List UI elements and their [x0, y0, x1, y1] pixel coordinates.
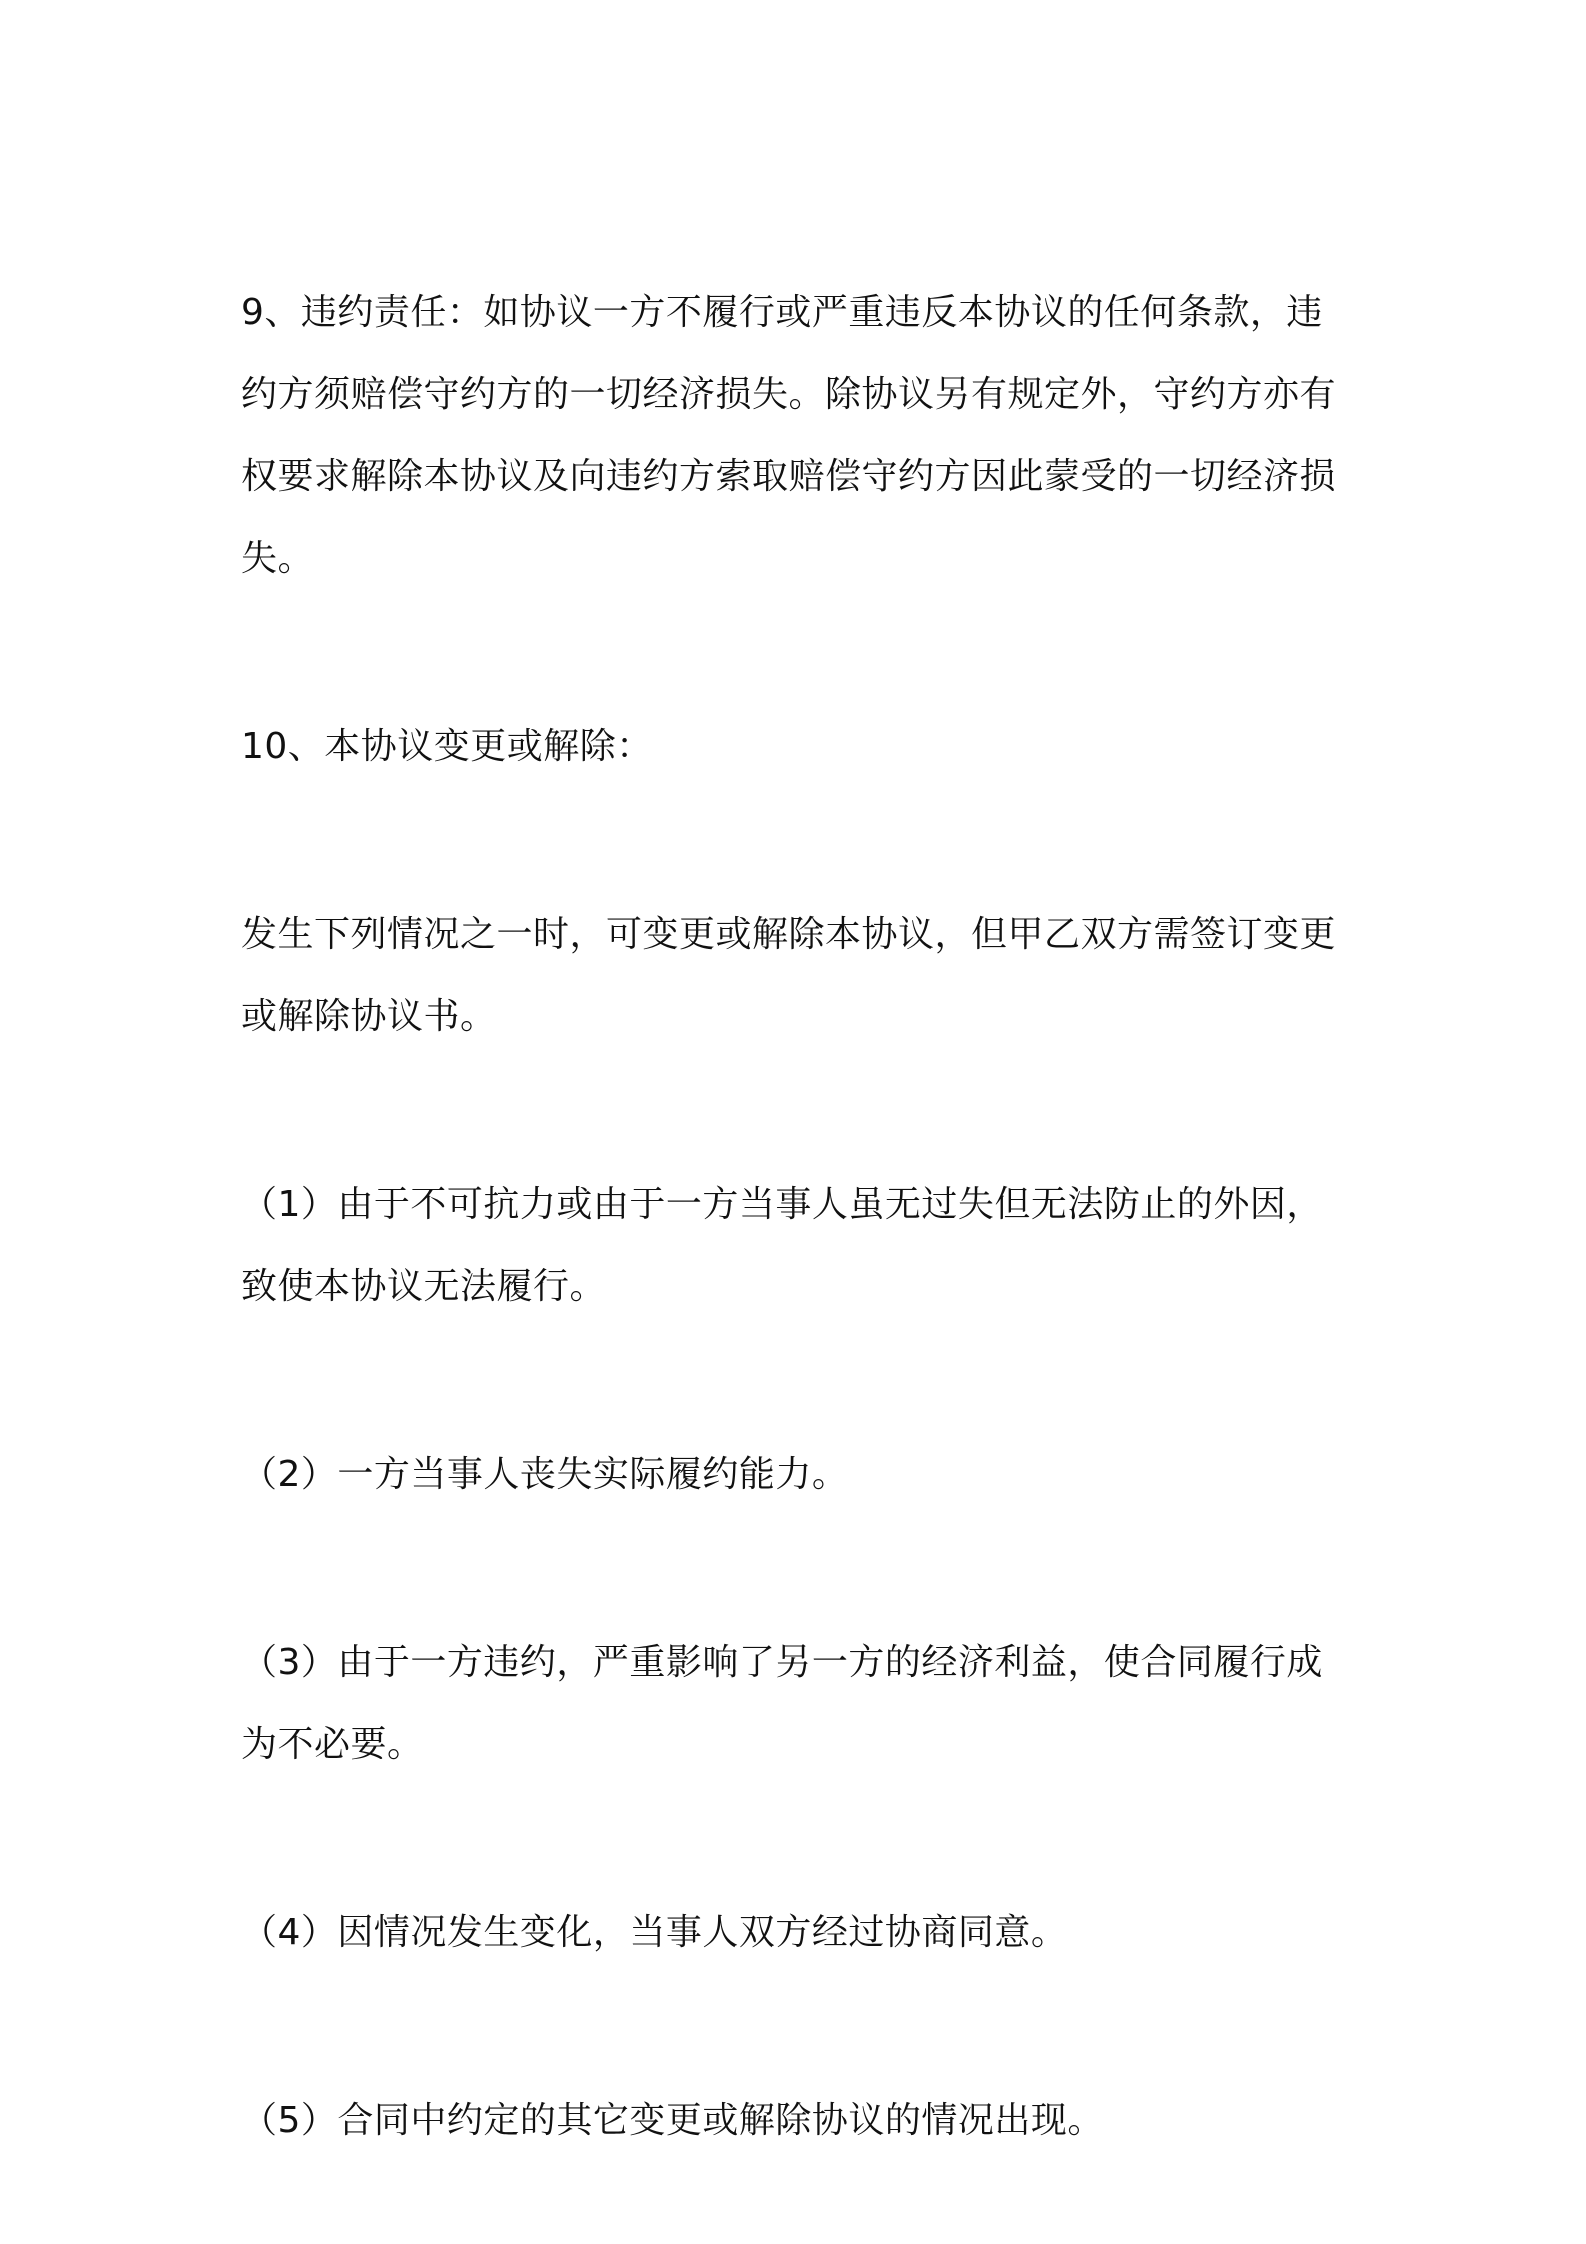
clause-10-item-5: （5）合同中约定的其它变更或解除协议的情况出现。	[241, 2100, 1104, 2141]
clause-10-item-3: （3）由于一方违约，严重影响了另一方的经济利益，使合同履行成为不必要。	[241, 1642, 1323, 1765]
clause-10-item-4: （4）因情况发生变化，当事人双方经过协商同意。	[241, 1912, 1068, 1953]
clause-10-intro: 发生下列情况之一时，可变更或解除本协议，但甲乙双方需签订变更或解除协议书。	[241, 914, 1337, 1037]
clause-10-heading: 10、本协议变更或解除：	[241, 726, 653, 767]
document-body	[241, 272, 1359, 2162]
clause-10-item-2: （2）一方当事人丧失实际履约能力。	[241, 1454, 849, 1495]
clause-10-item-1: （1）由于不可抗力或由于一方当事人虽无过失但无法防止的外因，致使本协议无法履行。	[241, 1184, 1323, 1307]
clause-9-breach-liability: 9、违约责任：如协议一方不履行或严重违反本协议的任何条款，违约方须赔偿守约方的一切经济损失。除协议另有规定外，守约方亦有权要求解除本协议及向违约方索取赔偿守约方因此蒙受的一切经济损失。	[241, 292, 1337, 579]
